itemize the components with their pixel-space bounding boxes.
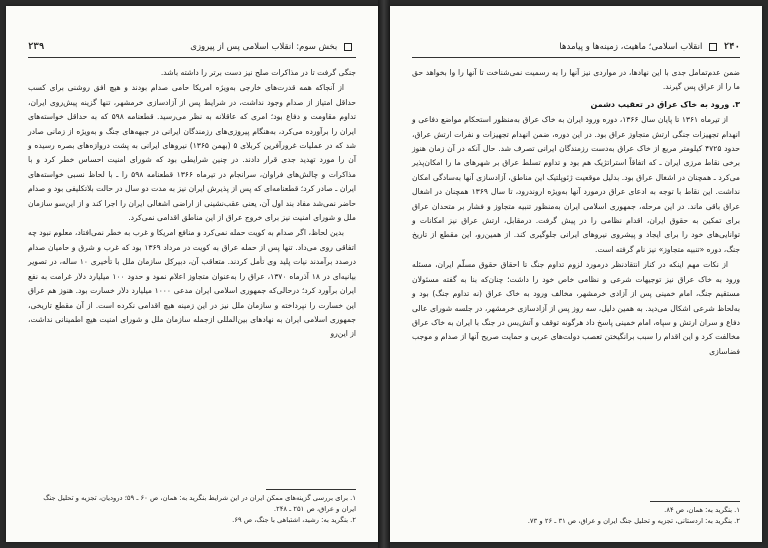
paragraph: بدین لحاظ، اگر صدام به کویت حمله نمی‌کرد و منافع امریکا و غرب به خطر نمی‌افتاد، معلوم نبود چه اتفاقی روی می‌داد. تنها پس از حمله عراق به کویت در مرداد ۱۳۶۹ بود که غرب و شرق و حامیان صدام درصدد برآمدند نیات پلید وی تأمل کردند. متعاقب آن، دبیرکل سازمان ملل با تأخیری ۱۰ ساله، در تصویر بیانیه‌ای در ۱۸ آذرماه ۱۳۷۰، عراق را به‌عنوان متجاوز اعلام نمود و حدود ۱۰۰ میلیارد دلار غرامت به نفع ایران برآورد کرد؛ درحالی‌که جمهوری اسلامی ایران مدعی ۱۰۰۰ میلیارد دلار خسارت بود. هنوز هم عراق این خسارت را نپرداخته و سازمان ملل نیز در این زمینه هیچ اقدامی نکرده است. از آن مقطع تاریخی، جمهوری اسلامی ایران به نهادهای بین‌المللی ازجمله سازمان ملل و شورای امنیت هیچ اطمینانی نداشت، از این‌رو	[28, 228, 357, 339]
left-page-number: ۲۳۹	[28, 42, 45, 52]
left-page-body	[28, 66, 356, 343]
section-heading: ۳. ورود به خاک عراق در تعقیب دشمن	[590, 99, 740, 109]
paragraph: از آنجاکه همه قدرت‌های خارجی به‌ویژه امریکا حامی صدام بودند و هیچ افق روشنی برای کسب حداقل امتیاز از صدام وجود نداشت، در شرایط پس از آزادسازی خرمشهر، تنها گزینه پیش‌روی ایران، تداوم مقاومت و دفاع بود؛ امری که عاقلانه به نظر می‌رسید. قطعنامه ۵۹۸ که به حداقل خواسته‌های ایران را برآورده می‌کرد، به‌هنگام پیروزی‌های رزمندگان ایرانی در جبهه‌های جنگ و به‌ویژه از زمانی صادر شد که در عملیات غرورآفرین کربلای ۵ (بهمن ۱۳۶۵) نیروهای ایرانی به پشت دروازه‌های بصره رسیده و آن را مورد تهدید جدی قرار دادند. در چنین شرایطی بود که شورای امنیت احساس خطر کرد و با مذاکرات و چالش‌های فراوان، سرانجام در تیرماه ۱۳۶۶ قطعنامه ۵۹۸ را ـ با لحاظ نسبی خواسته‌های ایران ـ صادر کرد؛ قطعنامه‌ای که پس از پذیرش ایران نیز به مدت دو سال در حالت بلاتکلیفی بود و صدام حاضر نمی‌شد مفاد بند اول آن، یعنی عقب‌نشینی از اراضی اشغالی ایران را اجرا کند و از این‌سو سازمان ملل و شورای امنیت نیز برای خروج عراق از این مناطق اقدامی نمی‌کرد.	[28, 83, 357, 223]
left-header-title: بخش سوم: انقلاب اسلامی پس از پیروزی	[190, 42, 356, 52]
right-footnotes	[412, 505, 740, 527]
right-page-number: ۲۴۰	[723, 42, 740, 52]
right-page	[390, 6, 762, 542]
paragraph: جنگی گرفت تا در مذاکرات صلح نیز دست برتر را داشته باشد.	[160, 68, 356, 77]
footnote: ۲. بنگرید به: اردستانی، تجزیه و تحلیل جنگ ایران و عراق، ص ۳۱ ـ ۲۶ و ۷۳.	[527, 517, 740, 525]
paragraph: از نکات مهم اینکه در کنار انتقادنظر درمورد لزوم تداوم جنگ تا احقاق حقوق مسلّم ایران، مسئله ورود به خاک عراق نیز توجیهات شرعی و نظامی خاص خود را داشت؛ چنان‌که بنا به گفته مسئولان مستقیم جنگ، امام خمینی پس از آزادی خرمشهر، مخالف ورود به خاک عراق (نه تداوم جنگ) بود و به‌لحاظ شرعی اشکال می‌دید. به همین دلیل، سه روز پس از آزادسازی خرمشهر، در جلسه شورای عالی دفاع و سران ارتش و سپاه، امام خمینی پاسخ داد هرگونه توقف و آتش‌بس در جنگ با ایران به خاک عراق مخالفت کرد و این اقدام را سبب برانگیختن تعصب دولت‌های عربی و حمایت صریح آنها از صدام و موجب فضاسازی	[412, 260, 740, 356]
right-page-body	[412, 66, 740, 360]
square-icon	[344, 43, 352, 51]
right-header-title: ۲۴۰ انقلاب اسلامی؛ ماهیت، زمینه‌ها و پیامدها	[559, 42, 740, 52]
left-running-header	[28, 40, 356, 58]
footnote: ۲. بنگرید به: رشید، اشتباهی با جنگ، ص ۶۹.	[232, 516, 356, 524]
left-footnotes	[28, 493, 356, 526]
right-running-header	[412, 40, 740, 58]
book-gutter	[378, 0, 390, 548]
footnote: ۱. بنگرید به: همان، ص ۸۴.	[664, 506, 740, 514]
paragraph: از تیرماه ۱۳۶۱ تا پایان سال ۱۳۶۶، دوره ورود ایران به خاک عراق به‌منظور استحکام مواضع دفاعی و انهدام تجهیزات جنگی ارتش متجاوز عراق بود. در این دوره، ضمن انهدام تجهیزات و نفرات ارتش عراق، حدود ۴۷۲۵ کیلومتر مربع از خاک عراق به‌دست رزمندگان ایرانی تصرف شد. حال آنکه در آن زمان هنوز برخی نقاط مرزی ایران ـ که اتفاقاً استراتژیک هم بود و تداوم تسلط عراق بر شهرهای ما را امکان‌پذیر می‌کرد ـ همچنان در اشغال عراق بود. بدلیل موقعیت ژئوپلتیک این مناطق، آزادسازی آنها به‌سادگی امکان نداشت. این نقاط با توجه به ادعای عراق درمورد آنها به‌ویژه اروندرود، تا سال ۱۳۶۹ همچنان در اشغال عراق باقی ماند. در این مرحله، جمهوری اسلامی ایران به‌منظور تنبیه متجاوز و فشار بر متحدان عراق برای تمکین به حقوق ایران، اقدام نظامی را در پیش گرفت. درمقابل، ارتش عراق نیز امکانات و توانایی‌های خود را برای ایجاد و پیشروی نیروهای ایرانی جلوگیری کند. از همین‌رو، این مقطع از تاریخ جنگ، دوره «تنبیه متجاوز» نیز نام گرفته است.	[412, 115, 740, 254]
left-page	[6, 6, 378, 542]
paragraph: ضمن عدم‌تمامل جدی با این نهادها، در مواردی نیز آنها را به رسمیت نمی‌شناخت تا آنها را وا بخواهد حق ما را از عراق پس گیرند.	[412, 68, 740, 92]
square-icon	[709, 43, 717, 51]
footnote: ۱. برای بررسی گزینه‌های ممکن ایران در این شرایط بنگرید به: همان، ص ۶۰ ـ ۵۹؛ درودیان، تجزیه و تحلیل جنگ ایران و عراق، ص ۲۵۱ ـ ۲۴۸.	[43, 494, 356, 513]
footnote-separator	[266, 489, 356, 490]
footnote-separator	[650, 501, 740, 502]
